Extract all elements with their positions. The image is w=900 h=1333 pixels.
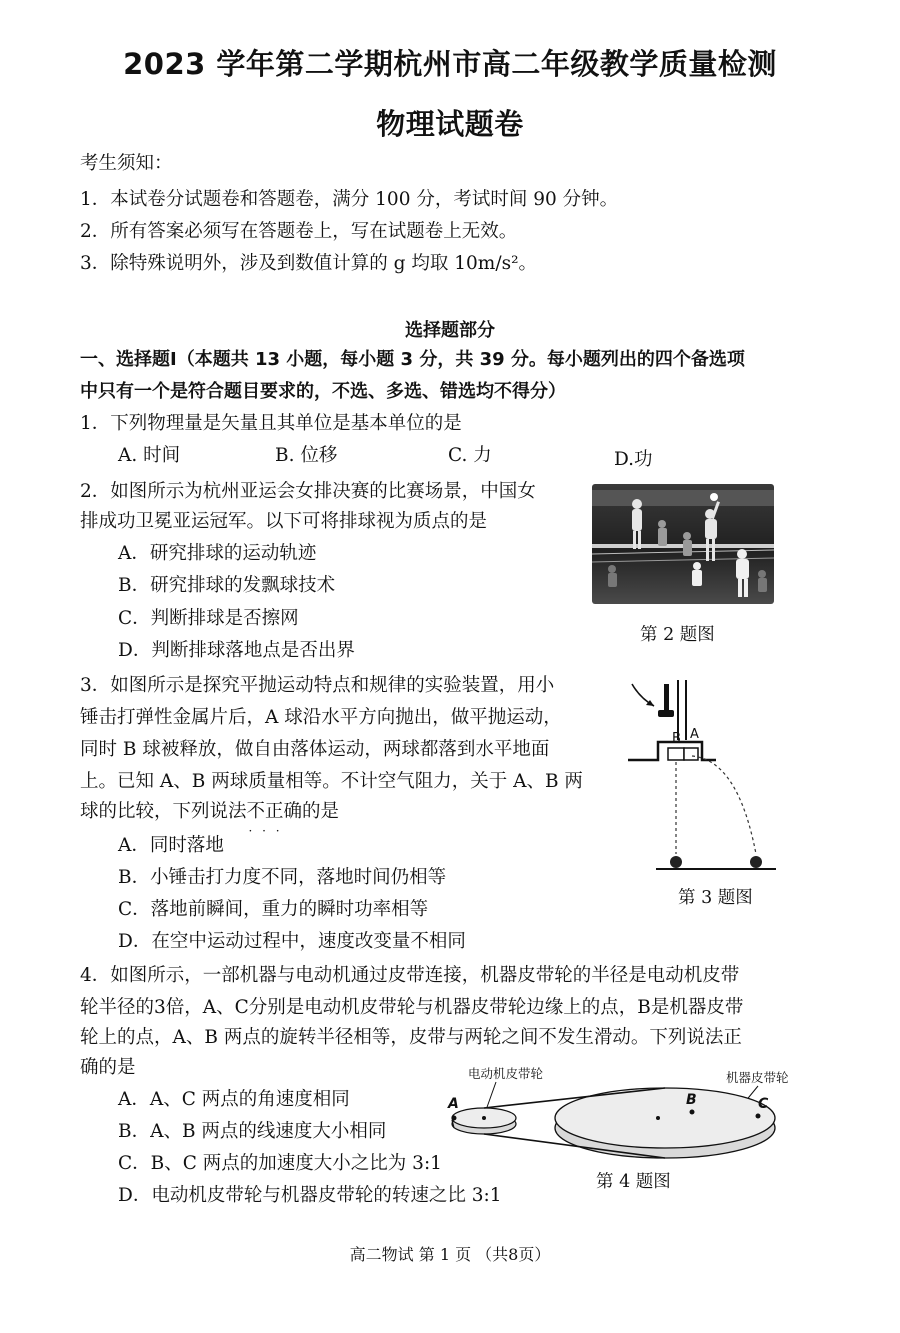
q3-stem-5 [80, 800, 339, 824]
q1-stem: 1．下列物理量是矢量且其单位是基本单位的是 [80, 413, 462, 434]
section-title: 选择题部分 [405, 320, 495, 341]
volleyball-photo [592, 484, 774, 604]
q3-stem-1: 3．如图所示是探究平抛运动特点和规律的实验装置，用小 [80, 675, 555, 696]
q2-figure-caption: 第 2 题图 [640, 625, 715, 645]
notice-heading: 考生须知： [80, 153, 173, 174]
exam-subtitle: 物理试题卷 [376, 107, 524, 141]
q4-label-motor: 电动机皮带轮 [468, 1066, 544, 1081]
q3-stem-5-emph: 不正确 · · · [247, 801, 303, 822]
q1-option-a: A. 时间 [118, 445, 181, 466]
q3-stem-4: 上。已知 A、B 两球质量相等。不计空气阻力，关于 A、B 两 [80, 771, 583, 792]
section-instruction-1: 一、选择题Ⅰ（本题共 13 小题，每小题 3 分，共 39 分。每小题列出的四个备选项 [80, 349, 745, 370]
q2-option-d: D．判断排球落地点是否出界 [118, 640, 355, 661]
q2-option-c: C．判断排球是否擦网 [118, 608, 299, 629]
q4-option-a: A．A、C 两点的角速度相同 [118, 1089, 350, 1110]
section-instruction-2: 中只有一个是符合题目要求的，不选、多选、错选均不得分） [80, 381, 566, 402]
q4-option-b: B．A、B 两点的线速度大小相同 [118, 1121, 387, 1142]
q4-option-c: C．B、C 两点的加速度大小之比为 3:1 [118, 1153, 442, 1174]
q1-option-c: C. 力 [448, 445, 492, 466]
q3-label-b: B [672, 731, 681, 746]
q2-stem-2: 排成功卫冕亚运冠军。以下可将排球视为质点的是 [80, 511, 488, 532]
q3-stem-2: 锤击打弹性金属片后，A 球沿水平方向抛出，做平抛运动， [80, 707, 562, 728]
q3-figure-caption: 第 3 题图 [678, 888, 753, 908]
q4-option-d: D．电动机皮带轮与机器皮带轮的转速之比 3:1 [118, 1185, 502, 1206]
q4-label-a: A [448, 1096, 459, 1112]
notice-item-3: 3．除特殊说明外，涉及到数值计算的 g 均取 10m/s²。 [80, 253, 537, 274]
q3-label-a: A [690, 727, 699, 742]
q3-option-c: C．落地前瞬间，重力的瞬时功率相等 [118, 899, 429, 920]
q3-option-a: A．同时落地 [118, 835, 224, 856]
q4-stem-1: 4．如图所示，一部机器与电动机通过皮带连接，机器皮带轮的半径是电动机皮带 [80, 965, 740, 986]
exam-title: 2023 学年第二学期杭州市高二年级教学质量检测 [123, 47, 777, 81]
projectile-apparatus-diagram [620, 676, 780, 876]
q2-option-b: B．研究排球的发飘球技术 [118, 575, 336, 596]
notice-item-1: 1．本试卷分试题卷和答题卷，满分 100 分，考试时间 90 分钟。 [80, 189, 619, 210]
q3-stem-5-suffix: 的是 [302, 801, 340, 822]
q4-label-machine: 机器皮带轮 [726, 1070, 789, 1085]
q3-stem-3: 同时 B 球被释放，做自由落体运动，两球都落到水平地面 [80, 739, 550, 760]
q4-stem-2: 轮半径的3倍，A、C分别是电动机皮带轮与机器皮带轮边缘上的点，B是机器皮带 [80, 997, 744, 1018]
q3-stem-5-prefix: 球的比较，下列说法 [80, 801, 247, 822]
notice-item-2: 2．所有答案必须写在答题卷上，写在试题卷上无效。 [80, 221, 518, 242]
q4-stem-4: 确的是 [80, 1057, 136, 1078]
q1-option-b: B. 位移 [275, 445, 338, 466]
q4-label-c: C [758, 1096, 769, 1112]
q3-option-b: B．小锤击打力度不同，落地时间仍相等 [118, 867, 447, 888]
page-footer: 高二物试 第 1 页 （共8页） [349, 1245, 551, 1264]
q2-stem-1: 2．如图所示为杭州亚运会女排决赛的比赛场景，中国女 [80, 481, 536, 502]
q4-stem-3: 轮上的点，A、B 两点的旋转半径相等，皮带与两轮之间不发生滑动。下列说法正 [80, 1027, 742, 1048]
belt-pulley-diagram [440, 1062, 800, 1174]
q4-label-b: B [686, 1092, 697, 1108]
q4-figure-caption: 第 4 题图 [596, 1172, 671, 1192]
q2-option-a: A．研究排球的运动轨迹 [118, 543, 317, 564]
q1-option-d: D.功 [614, 449, 653, 470]
q3-option-d: D．在空中运动过程中，速度改变量不相同 [118, 931, 466, 952]
